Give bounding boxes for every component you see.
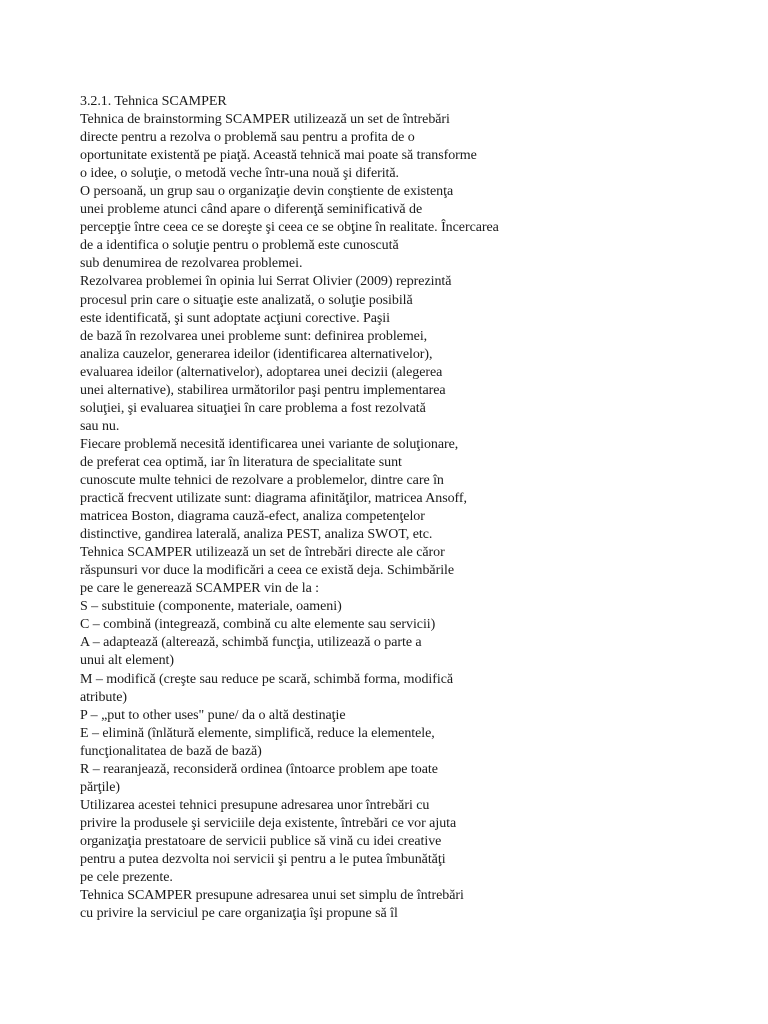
document-body	[80, 93, 750, 923]
text-line: Tehnica SCAMPER presupune adresarea unui set simplu de întrebări	[80, 888, 464, 904]
text-line: practică frecvent utilizate sunt: diagrama afinităţilor, matricea Ansoff,	[80, 491, 467, 507]
text-line: unui alt element)	[80, 653, 175, 669]
text-line: R – rearanjează, reconsideră ordinea (întoarce problem ape toate	[80, 761, 438, 777]
text-line: privire la produsele şi serviciile deja existente, întrebări ce vor ajuta	[80, 815, 457, 831]
text-line: pentru a putea dezvolta noi servicii şi pentru a le putea îmbunătăţi	[80, 851, 446, 867]
text-line: unei probleme atunci când apare o diferenţă seminificativă de	[80, 202, 423, 218]
text-line: sau nu.	[80, 418, 120, 434]
text-line: directe pentru a rezolva o problemă sau pentru a profita de o	[80, 130, 415, 146]
text-line: Rezolvarea problemei în opinia lui Serrat Olivier (2009) reprezintă	[80, 274, 452, 290]
text-line: Utilizarea acestei tehnici presupune adresarea unor întrebări cu	[80, 797, 430, 813]
text-line: M – modifică (creşte sau reduce pe scară, schimbă forma, modifică	[80, 671, 454, 687]
text-line: părţile)	[80, 779, 121, 795]
text-line: o idee, o soluţie, o metodă veche într-una nouă şi diferită.	[80, 166, 400, 182]
text-line: soluţiei, şi evaluarea situaţiei în care problema a fost rezolvată	[80, 400, 426, 416]
text-line: S – substituie (componente, materiale, oameni)	[80, 599, 342, 615]
text-line: A – adaptează (alterează, schimbă funcţia, utilizează o parte a	[80, 635, 422, 651]
text-line: Tehnica SCAMPER utilizează un set de întrebări directe ale căror	[80, 545, 445, 561]
text-line: unei alternative), stabilirea următorilor paşi pentru implementarea	[80, 382, 446, 398]
section-heading: 3.2.1. Tehnica SCAMPER	[80, 94, 227, 109]
text-line: Fiecare problemă necesită identificarea unei variante de soluţionare,	[80, 436, 459, 452]
text-line: O persoană, un grup sau o organizaţie devin conştiente de existenţa	[80, 184, 454, 200]
text-line: Tehnica de brainstorming SCAMPER utilizează un set de întrebări	[80, 112, 450, 128]
text-line: organizaţia prestatoare de servicii publice să vină cu idei creative	[80, 833, 442, 849]
text-line: P – „put to other uses" pune/ da o altă destinaţie	[80, 707, 346, 723]
text-line: este identificată, şi sunt adoptate acţiuni corective. Paşii	[80, 310, 390, 326]
text-line: percepţie între ceea ce se doreşte şi ceea ce se obţine în realitate. Încercarea	[80, 220, 499, 236]
text-line: E – elimină (înlătură elemente, simplifică, reduce la elementele,	[80, 725, 435, 741]
text-line: procesul prin care o situaţie este analizată, o soluţie posibilă	[80, 292, 413, 308]
text-line: de preferat cea optimă, iar în literatura de specialitate sunt	[80, 454, 402, 470]
text-line: matricea Boston, diagrama cauză-efect, analiza competenţelor	[80, 509, 425, 525]
text-line: pe care le generează SCAMPER vin de la :	[80, 581, 320, 597]
text-line: funcţionalitatea de bază de bază)	[80, 743, 262, 759]
text-line: pe cele prezente.	[80, 870, 173, 886]
text-line: C – combină (integrează, combină cu alte elemente sau servicii)	[80, 617, 436, 633]
text-line: distinctive, gandirea laterală, analiza PEST, analiza SWOT, etc.	[80, 527, 433, 543]
text-line: de bază în rezolvarea unei probleme sunt: definirea problemei,	[80, 328, 428, 344]
text-line: răspunsuri vor duce la modificări a ceea ce există deja. Schimbările	[80, 563, 455, 579]
text-line: de a identifica o soluţie pentru o problemă este cunoscută	[80, 238, 399, 254]
text-line: cu privire la serviciul pe care organizaţia îşi propune să îl	[80, 906, 398, 922]
text-line: sub denumirea de rezolvarea problemei.	[80, 256, 303, 272]
text-line: cunoscute multe tehnici de rezolvare a problemelor, dintre care în	[80, 472, 444, 488]
text-line: analiza cauzelor, generarea ideilor (identificarea alternativelor),	[80, 346, 433, 362]
text-line: evaluarea ideilor (alternativelor), adoptarea unei decizii (alegerea	[80, 364, 443, 380]
text-line: oportunitate existentă pe piaţă. Această tehnică mai poate să transforme	[80, 148, 477, 164]
text-line: atribute)	[80, 689, 127, 705]
